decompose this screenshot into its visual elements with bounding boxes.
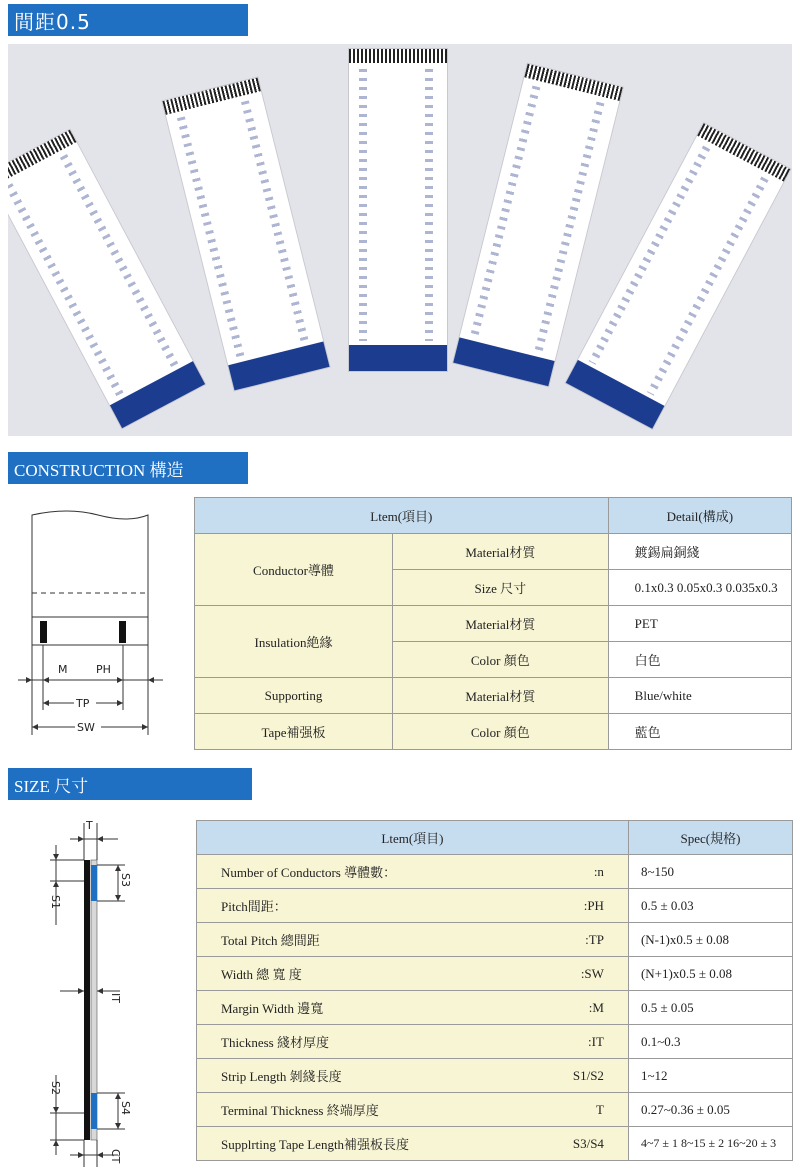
label-tp: TP <box>76 697 90 710</box>
label-m: M <box>58 663 68 676</box>
header-item: Ltem(項目) <box>197 821 629 855</box>
row-label: Thickness 綫材厚度 <box>197 1025 549 1059</box>
property: Color 顏色 <box>393 714 609 750</box>
row-label: Width 總 寬 度 <box>197 957 549 991</box>
table-row <box>195 534 792 570</box>
detail: 鍍錫扁銅綫 <box>608 534 791 570</box>
row-code: T <box>548 1093 628 1127</box>
construction-heading: CONSTRUCTION 構造 <box>8 452 248 484</box>
group-conductor: Conductor導體 <box>195 534 393 606</box>
row-label: Pitch間距： <box>197 889 549 923</box>
row-label: Number of Conductors 導體數： <box>197 855 549 889</box>
header-item: Ltem(項目) <box>195 498 609 534</box>
detail: Blue/white <box>608 678 791 714</box>
row-code: :IT <box>548 1025 628 1059</box>
table-row <box>197 957 793 991</box>
detail: 白色 <box>608 642 791 678</box>
size-table <box>196 820 793 1161</box>
ffc-cable-3 <box>348 48 448 372</box>
table-row <box>197 1127 793 1161</box>
product-photo <box>8 44 792 436</box>
property: Material材質 <box>393 678 609 714</box>
size-heading: SIZE 尺寸 <box>8 768 252 800</box>
row-code: :M <box>548 991 628 1025</box>
property: Size 尺寸 <box>393 570 609 606</box>
table-row <box>197 1059 793 1093</box>
row-label: Terminal Thickness 終端厚度 <box>197 1093 549 1127</box>
row-spec: 4~7 ± 1 8~15 ± 2 16~20 ± 3 <box>628 1127 792 1161</box>
group-tape: Tape補强板 <box>195 714 393 750</box>
header-detail: Detail(構成) <box>608 498 791 534</box>
detail: 0.1x0.3 0.05x0.3 0.035x0.3 <box>608 570 791 606</box>
row-spec: (N+1)x0.5 ± 0.08 <box>628 957 792 991</box>
table-row <box>197 855 793 889</box>
size-diagram <box>40 815 190 1170</box>
row-label: Supplrting Tape Length補强板長度 <box>197 1127 549 1161</box>
label-sw: SW <box>77 721 95 734</box>
row-spec: 0.1~0.3 <box>628 1025 792 1059</box>
label-it: IT <box>109 993 122 1003</box>
label-s3: S3 <box>119 873 132 887</box>
header-spec: Spec(規格) <box>628 821 792 855</box>
label-s1: S1 <box>49 895 62 909</box>
table-row <box>197 991 793 1025</box>
row-spec: (N-1)x0.5 ± 0.08 <box>628 923 792 957</box>
ffc-cable-2 <box>161 76 331 391</box>
row-code: :n <box>548 855 628 889</box>
row-code: S1/S2 <box>548 1059 628 1093</box>
property: Material材質 <box>393 534 609 570</box>
table-row <box>195 714 792 750</box>
label-s4: S4 <box>119 1101 132 1115</box>
label-t: T <box>86 819 93 832</box>
row-label: Strip Length 剝綫長度 <box>197 1059 549 1093</box>
row-spec: 0.5 ± 0.03 <box>628 889 792 923</box>
row-spec: 0.27~0.36 ± 0.05 <box>628 1093 792 1127</box>
row-label: Total Pitch 總間距 <box>197 923 549 957</box>
row-spec: 8~150 <box>628 855 792 889</box>
detail: PET <box>608 606 791 642</box>
row-code: S3/S4 <box>548 1127 628 1161</box>
group-insulation: Insulation絶緣 <box>195 606 393 678</box>
page-title: 間距0.5 <box>8 4 248 36</box>
table-row <box>197 1093 793 1127</box>
construction-diagram <box>8 505 188 745</box>
table-row <box>195 678 792 714</box>
row-code: :SW <box>548 957 628 991</box>
label-s2: S2 <box>49 1081 62 1095</box>
group-supporting: Supporting <box>195 678 393 714</box>
ffc-cable-1 <box>8 128 206 429</box>
property: Color 顏色 <box>393 642 609 678</box>
table-row <box>195 606 792 642</box>
table-row <box>197 923 793 957</box>
construction-table <box>194 497 792 750</box>
row-code: :PH <box>548 889 628 923</box>
row-spec: 1~12 <box>628 1059 792 1093</box>
table-row <box>197 889 793 923</box>
row-code: :TP <box>548 923 628 957</box>
label-ct: CT <box>109 1149 122 1164</box>
property: Material材質 <box>393 606 609 642</box>
row-spec: 0.5 ± 0.05 <box>628 991 792 1025</box>
detail: 藍色 <box>608 714 791 750</box>
label-ph: PH <box>96 663 111 676</box>
row-label: Margin Width 邊寬 <box>197 991 549 1025</box>
table-row <box>197 1025 793 1059</box>
